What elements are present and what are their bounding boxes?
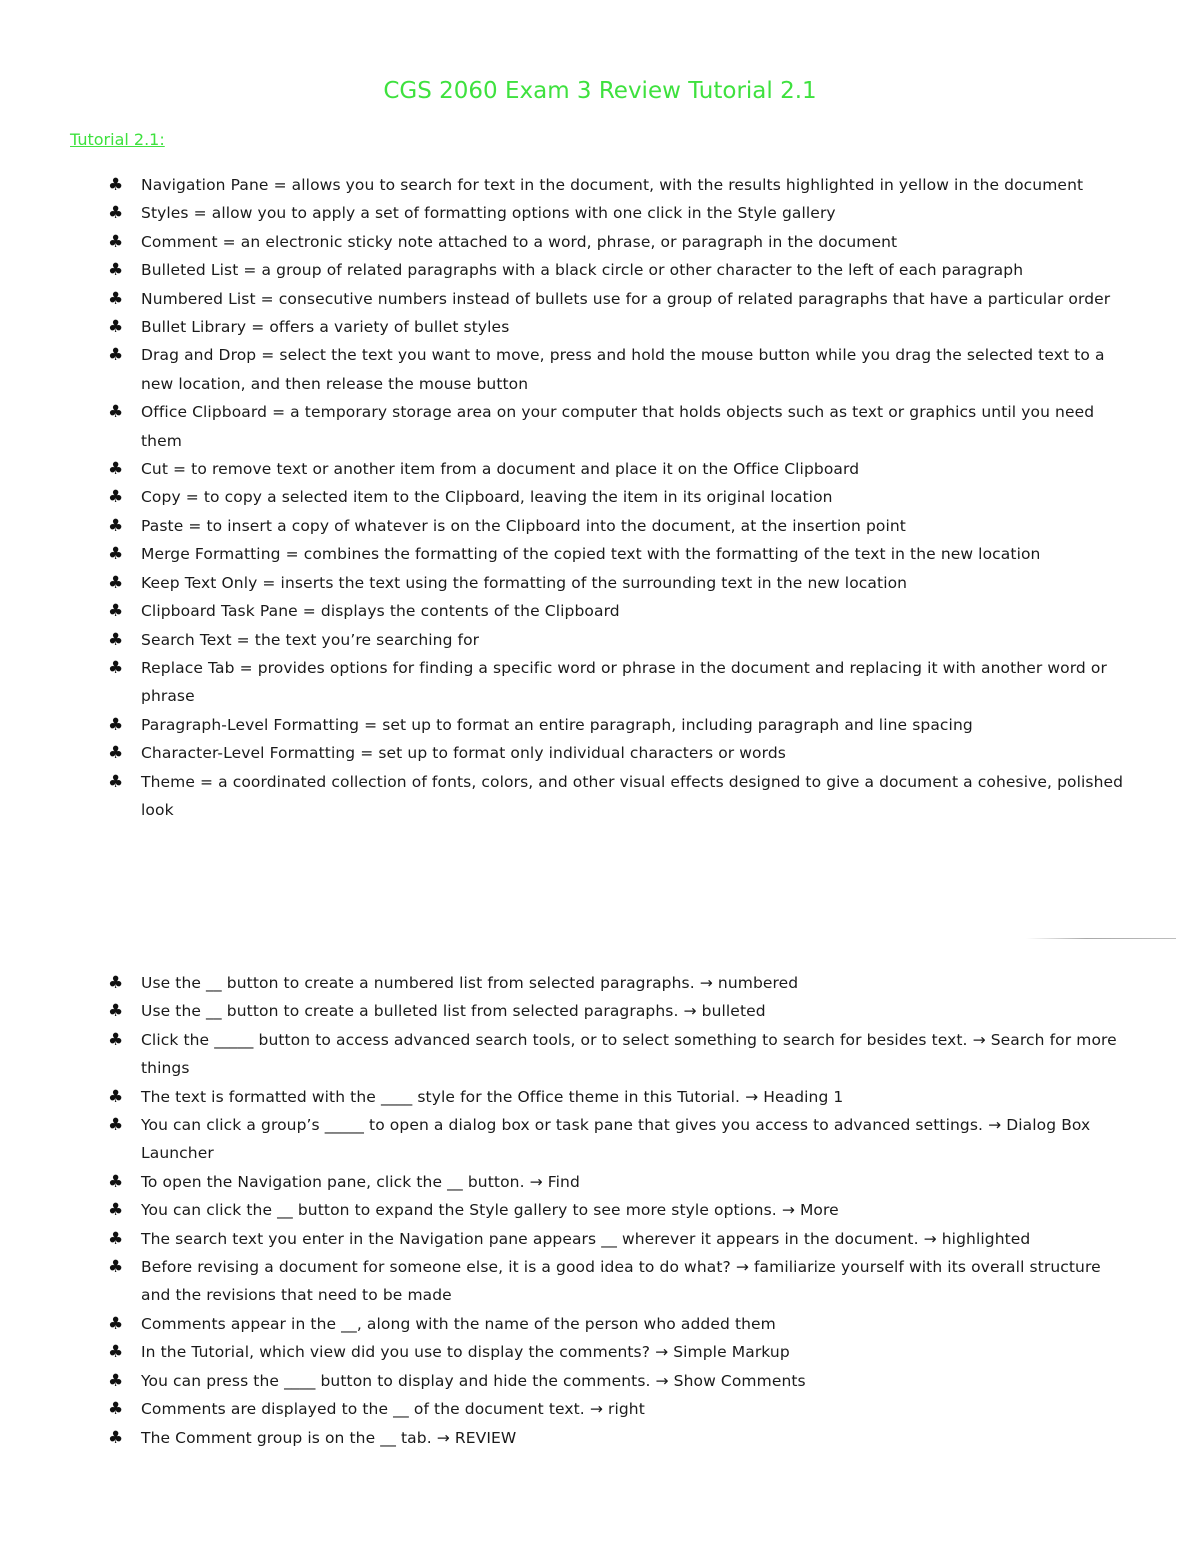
list-item-text: Before revising a document for someone else, it is a good idea to do what? → familiarize yourself with its overall structure and the revisions that need to be made — [141, 1258, 1101, 1305]
list-item-text: The search text you enter in the Navigation pane appears __ wherever it appears in the document. → highlighted — [141, 1229, 1031, 1248]
definition-item — [0, 199, 1126, 227]
club-suit-icon: ♣ — [108, 1171, 124, 1192]
definition-item — [0, 739, 1126, 767]
list-item-text: Paste = to insert a copy of whatever is on the Clipboard into the document, at the insertion point — [141, 516, 906, 535]
review-question-item — [0, 1168, 1126, 1196]
review-question-item — [0, 1026, 1126, 1083]
review-question-item — [0, 1196, 1126, 1224]
club-suit-icon: ♣ — [108, 572, 124, 593]
list-item-text: Bullet Library = offers a variety of bullet styles — [141, 318, 510, 337]
definition-item — [0, 654, 1126, 711]
club-suit-icon: ♣ — [108, 515, 124, 536]
club-suit-icon: ♣ — [108, 629, 124, 650]
list-item-text: Navigation Pane = allows you to search for text in the document, with the results highlighted in yellow in the document — [141, 176, 1084, 194]
list-item-text: Cut = to remove text or another item from a document and place it on the Office Clipboard — [141, 460, 860, 479]
club-suit-icon: ♣ — [108, 175, 124, 195]
definition-item — [0, 285, 1126, 313]
review-question-item — [0, 997, 1126, 1025]
list-item-text: Use the __ button to create a bulleted list from selected paragraphs. → bulleted — [141, 1002, 766, 1021]
divider-line — [1026, 938, 1176, 939]
club-suit-icon: ♣ — [108, 231, 124, 252]
club-suit-icon: ♣ — [108, 1200, 124, 1221]
definition-item — [0, 455, 1126, 483]
club-suit-icon: ♣ — [108, 1399, 124, 1420]
section-heading: Tutorial 2.1: — [70, 130, 165, 149]
list-item-text: You can click the __ button to expand the Style gallery to see more style options. → More — [141, 1201, 839, 1220]
review-question-item — [0, 1225, 1126, 1253]
list-item-text: Bulleted List = a group of related paragraphs with a black circle or other character to the left of each paragraph — [141, 261, 1024, 280]
club-suit-icon: ♣ — [108, 1115, 124, 1136]
club-suit-icon: ♣ — [108, 288, 124, 309]
club-suit-icon: ♣ — [108, 459, 124, 480]
club-suit-icon: ♣ — [108, 1029, 124, 1050]
review-question-item — [0, 1338, 1126, 1366]
definition-item — [0, 540, 1126, 568]
definition-item — [0, 228, 1126, 256]
list-item-text: The Comment group is on the __ tab. → REVIEW — [141, 1428, 517, 1447]
definition-item — [0, 569, 1126, 597]
definition-item — [0, 597, 1126, 625]
review-question-item — [0, 1395, 1126, 1423]
review-question-item — [0, 969, 1126, 997]
list-item-text: You can click a group’s _____ to open a dialog box or task pane that gives you access to advanced settings. → Dialog Box Launcher — [141, 1116, 1091, 1163]
list-item-text: Office Clipboard = a temporary storage area on your computer that holds objects such as text or graphics until you need them — [141, 403, 1095, 450]
club-suit-icon: ♣ — [108, 1228, 124, 1249]
definition-item — [0, 483, 1126, 511]
list-item-text: Comment = an electronic sticky note attached to a word, phrase, or paragraph in the document — [141, 232, 898, 251]
club-suit-icon: ♣ — [108, 601, 124, 622]
club-suit-icon: ♣ — [108, 487, 124, 508]
list-item-text: To open the Navigation pane, click the __ button. → Find — [141, 1172, 580, 1191]
review-question-item — [0, 1253, 1126, 1310]
list-item-text: Paragraph-Level Formatting = set up to format an entire paragraph, including paragraph and line spacing — [141, 715, 973, 734]
list-item-text: The text is formatted with the ____ style for the Office theme in this Tutorial. → Heading 1 — [141, 1087, 844, 1106]
definition-item — [0, 711, 1126, 739]
list-item-text: Replace Tab = provides options for finding a specific word or phrase in the document and replacing it with another word or phrase — [141, 658, 1107, 706]
definition-item — [0, 626, 1126, 654]
review-question-item — [0, 1083, 1126, 1111]
review-questions-list — [0, 969, 1126, 1452]
club-suit-icon: ♣ — [108, 1427, 124, 1448]
club-suit-icon: ♣ — [108, 260, 124, 281]
club-suit-icon: ♣ — [108, 1086, 124, 1107]
list-item-text: In the Tutorial, which view did you use to display the comments? → Simple Markup — [141, 1343, 790, 1362]
definition-item — [0, 313, 1126, 341]
list-item-text: Keep Text Only = inserts the text using the formatting of the surrounding text in the new location — [141, 573, 908, 592]
definitions-list — [0, 171, 1126, 824]
club-suit-icon: ♣ — [108, 1342, 124, 1363]
club-suit-icon: ♣ — [108, 1001, 124, 1022]
club-suit-icon: ♣ — [108, 317, 124, 338]
definition-item — [0, 512, 1126, 540]
club-suit-icon: ♣ — [108, 1370, 124, 1391]
review-question-item — [0, 1367, 1126, 1395]
definition-item — [0, 398, 1126, 455]
club-suit-icon: ♣ — [108, 973, 124, 993]
list-item-text: Theme = a coordinated collection of fonts, colors, and other visual effects designed to give a document a cohesive, polished look — [141, 772, 1124, 819]
club-suit-icon: ♣ — [108, 203, 124, 224]
club-suit-icon: ♣ — [108, 1257, 124, 1278]
list-item-text: Clipboard Task Pane = displays the contents of the Clipboard — [141, 602, 620, 621]
definition-item — [0, 341, 1126, 398]
list-item-text: Styles = allow you to apply a set of formatting options with one click in the Style gallery — [141, 204, 836, 223]
list-item-text: Use the __ button to create a numbered list from selected paragraphs. → numbered — [141, 974, 799, 992]
club-suit-icon: ♣ — [108, 345, 124, 366]
list-item-text: Drag and Drop = select the text you want to move, press and hold the mouse button while you drag the selected text to a new location, and then release the mouse button — [141, 346, 1105, 393]
club-suit-icon: ♣ — [108, 544, 124, 565]
club-suit-icon: ♣ — [108, 743, 124, 764]
list-item-text: Comments are displayed to the __ of the document text. → right — [141, 1400, 645, 1419]
review-question-item — [0, 1310, 1126, 1338]
list-item-text: Comments appear in the __, along with the name of the person who added them — [141, 1314, 776, 1333]
review-question-item — [0, 1424, 1126, 1452]
club-suit-icon: ♣ — [108, 657, 124, 678]
list-item-text: Merge Formatting = combines the formatting of the copied text with the formatting of the text in the new location — [141, 545, 1041, 564]
review-question-item — [0, 1111, 1126, 1168]
club-suit-icon: ♣ — [108, 1313, 124, 1334]
definition-item — [0, 256, 1126, 284]
list-item-text: Numbered List = consecutive numbers instead of bullets use for a group of related paragraphs that have a particular order — [141, 289, 1111, 308]
list-item-text: Search Text = the text you’re searching for — [141, 630, 480, 649]
list-item-text: Click the _____ button to access advanced search tools, or to select something to search for besides text. → Search for more things — [141, 1030, 1117, 1078]
club-suit-icon: ♣ — [108, 714, 124, 735]
definition-item — [0, 171, 1126, 199]
document-title: CGS 2060 Exam 3 Review Tutorial 2.1 — [383, 78, 817, 104]
list-item-text: Character-Level Formatting = set up to format only individual characters or words — [141, 744, 786, 763]
list-item-text: Copy = to copy a selected item to the Clipboard, leaving the item in its original location — [141, 488, 833, 507]
club-suit-icon: ♣ — [108, 402, 124, 423]
definition-item — [0, 768, 1126, 825]
club-suit-icon: ♣ — [108, 771, 124, 792]
list-item-text: You can press the ____ button to display and hide the comments. → Show Comments — [141, 1371, 806, 1390]
